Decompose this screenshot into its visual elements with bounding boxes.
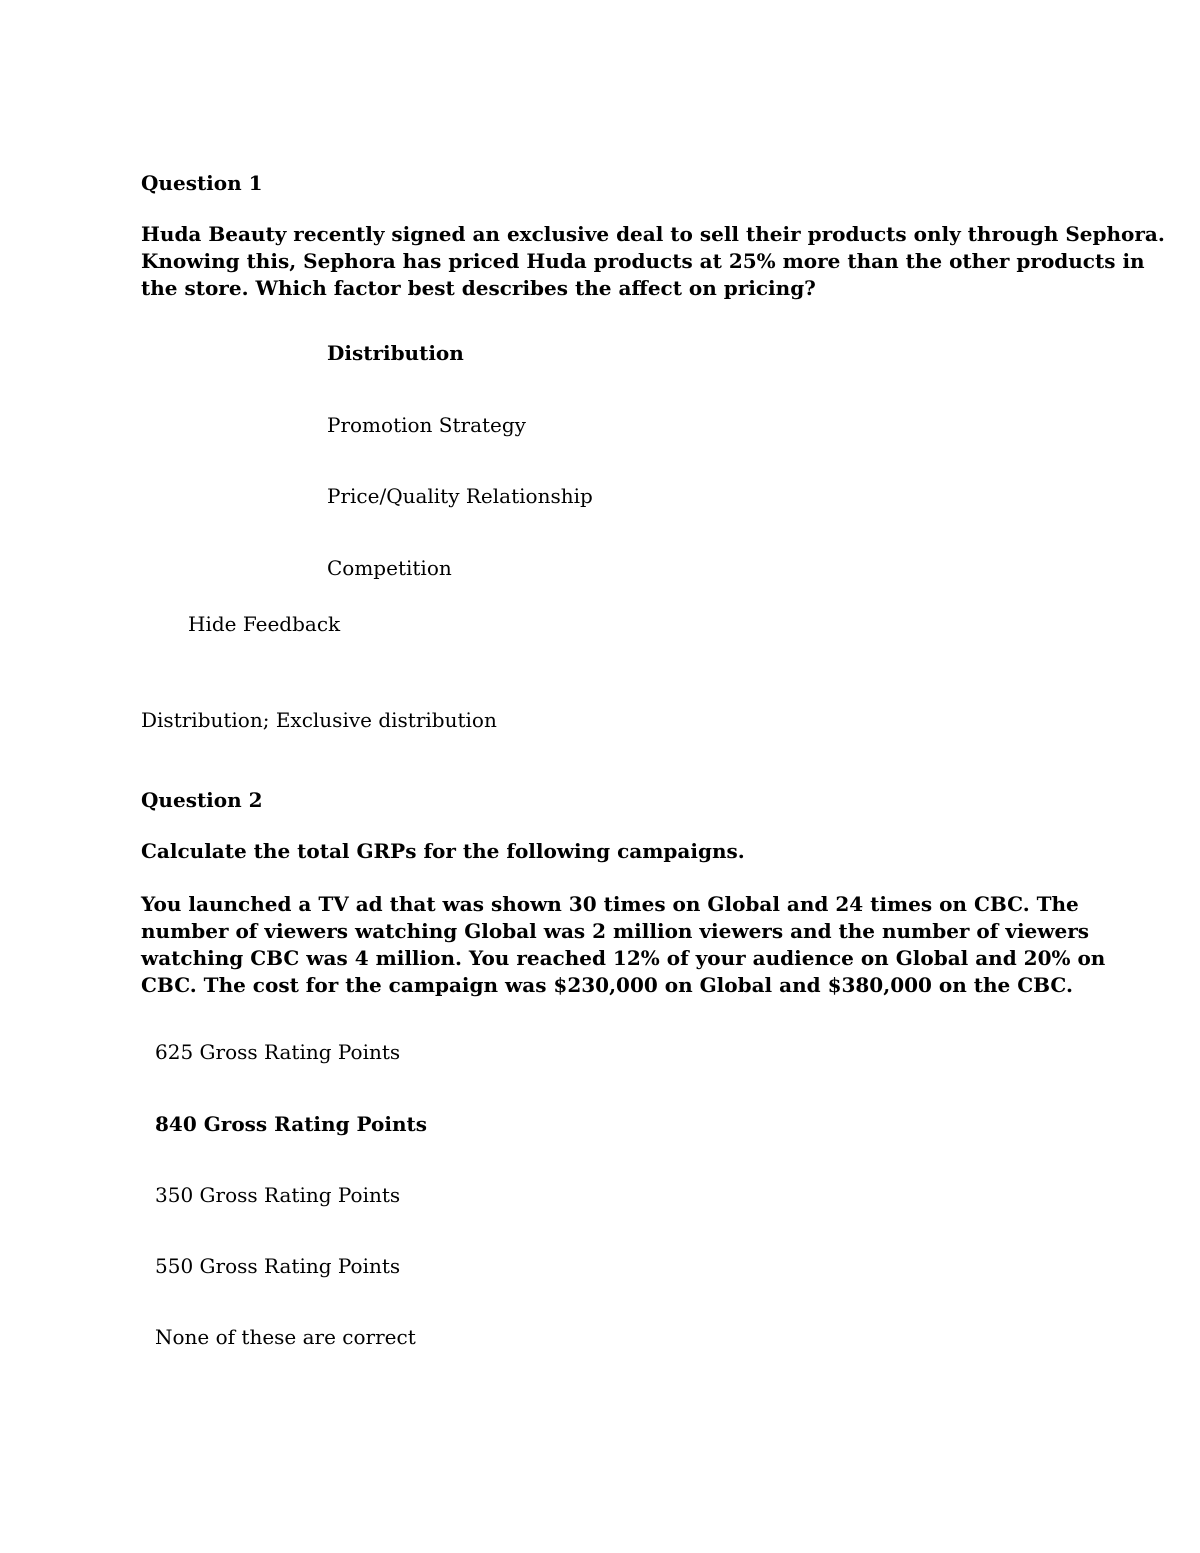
question-2-heading: Question 2 [141, 788, 263, 812]
question-2-scenario-line: watching CBC was 4 million. You reached 12% of your audience on Global and 20% on [141, 946, 1106, 970]
question-2-option-550[interactable]: 550 Gross Rating Points [155, 1254, 401, 1278]
question-2-instruction: Calculate the total GRPs for the following campaigns. [141, 839, 745, 863]
question-1-prompt-line: Knowing this, Sephora has priced Huda products at 25% more than the other products in [141, 249, 1145, 273]
question-2-scenario [141, 891, 1106, 999]
question-2-option-350[interactable]: 350 Gross Rating Points [155, 1183, 401, 1207]
question-2-scenario-line: number of viewers watching Global was 2 million viewers and the number of viewers [141, 919, 1090, 943]
question-1-heading: Question 1 [141, 171, 263, 195]
question-1-option-competition[interactable]: Competition [327, 556, 452, 580]
question-2-option-840[interactable]: 840 Gross Rating Points [155, 1112, 427, 1136]
question-2-scenario-line: You launched a TV ad that was shown 30 times on Global and 24 times on CBC. The [141, 892, 1079, 916]
question-1-prompt-line: Huda Beauty recently signed an exclusive deal to sell their products only through Sephora. [141, 222, 1165, 246]
question-2-scenario-line: CBC. The cost for the campaign was $230,000 on Global and $380,000 on the CBC. [141, 973, 1073, 997]
question-2-option-625[interactable]: 625 Gross Rating Points [155, 1040, 401, 1064]
question-1-prompt-line: the store. Which factor best describes the affect on pricing? [141, 276, 816, 300]
question-1-option-distribution[interactable]: Distribution [327, 341, 464, 365]
question-1-option-price-quality[interactable]: Price/Quality Relationship [327, 484, 593, 508]
question-1-prompt [141, 221, 1165, 302]
question-1-feedback: Distribution; Exclusive distribution [141, 708, 497, 732]
question-1-option-promotion-strategy[interactable]: Promotion Strategy [327, 413, 526, 437]
hide-feedback-link[interactable]: Hide Feedback [188, 612, 341, 636]
question-2-option-none[interactable]: None of these are correct [155, 1325, 416, 1349]
